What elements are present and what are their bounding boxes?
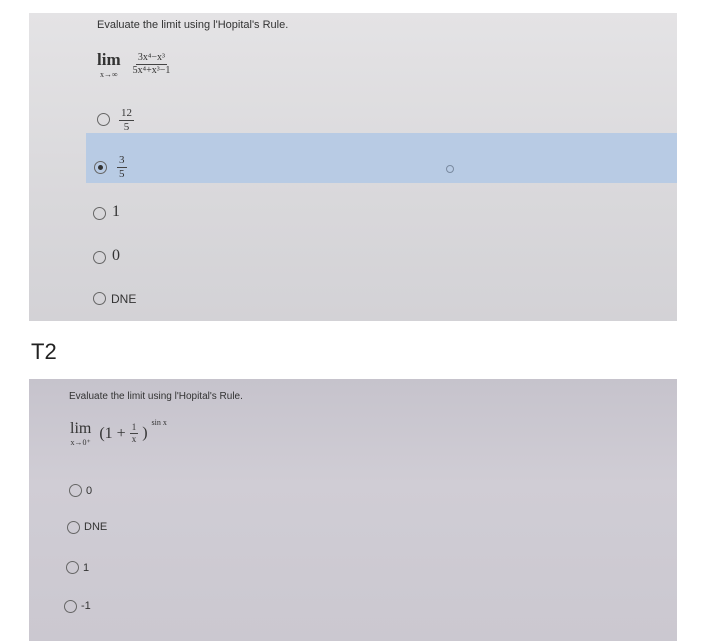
- selected-option-highlight: [86, 133, 677, 183]
- q1-option-2-num: 3: [119, 154, 125, 166]
- q2-option-2-radio[interactable]: [67, 521, 80, 534]
- q1-option-3-label: 1: [112, 203, 120, 220]
- q2-lim-subscript: x→0⁺: [70, 438, 91, 447]
- q1-prompt: Evaluate the limit using l'Hopital's Rule.: [97, 19, 289, 31]
- q1-option-2-den: 5: [119, 168, 125, 180]
- q2-option-1-label: 0: [86, 485, 93, 497]
- q1-fraction: [131, 53, 173, 76]
- mouse-cursor-icon: [446, 165, 454, 173]
- q1-denominator: 5x⁴+x³−1: [132, 65, 171, 76]
- q1-option-1-num: 12: [121, 107, 132, 119]
- q1-numerator: 3x⁴−x³: [137, 52, 166, 63]
- q1-option-1-radio[interactable]: [97, 113, 110, 126]
- q2-lim: lim: [70, 420, 92, 437]
- q1-lim-subscript: x→∞: [99, 70, 118, 79]
- q2-frac-num: 1: [131, 422, 137, 432]
- question2-screenshot: [29, 379, 677, 641]
- q2-option-4-label: -1: [81, 600, 91, 612]
- q1-option-4-radio[interactable]: [93, 251, 106, 264]
- q2-option-4-radio[interactable]: [64, 600, 77, 613]
- q1-option-1-den: 5: [123, 121, 130, 133]
- q2-option-3-label: 1: [83, 562, 90, 574]
- q1-limit-expression: [97, 50, 172, 79]
- q1-lim: lim: [97, 50, 121, 69]
- q2-prompt: Evaluate the limit using l'Hopital's Rule.: [69, 391, 243, 402]
- q1-option-2-radio[interactable]: [94, 161, 107, 174]
- q2-limit-expression: [70, 420, 167, 447]
- q2-option-3-radio[interactable]: [66, 561, 79, 574]
- q1-option-4-label: 0: [112, 247, 120, 264]
- q2-frac-den: x: [131, 434, 137, 444]
- q1-option-1-label: [119, 107, 134, 133]
- q2-inner-fraction: [130, 423, 139, 444]
- q2-exponent: sin x: [151, 418, 167, 427]
- q1-option-5-label: DNE: [111, 292, 137, 306]
- q2-expr-open: (1 +: [99, 424, 126, 442]
- q2-option-1-radio[interactable]: [69, 484, 82, 497]
- q1-option-2-label: [117, 154, 127, 180]
- q1-option-3-radio[interactable]: [93, 207, 106, 220]
- q1-option-5-radio[interactable]: [93, 292, 106, 305]
- section-label: T2: [31, 339, 57, 364]
- q2-option-2-label: DNE: [84, 521, 108, 533]
- q2-expr-close: ): [142, 424, 148, 442]
